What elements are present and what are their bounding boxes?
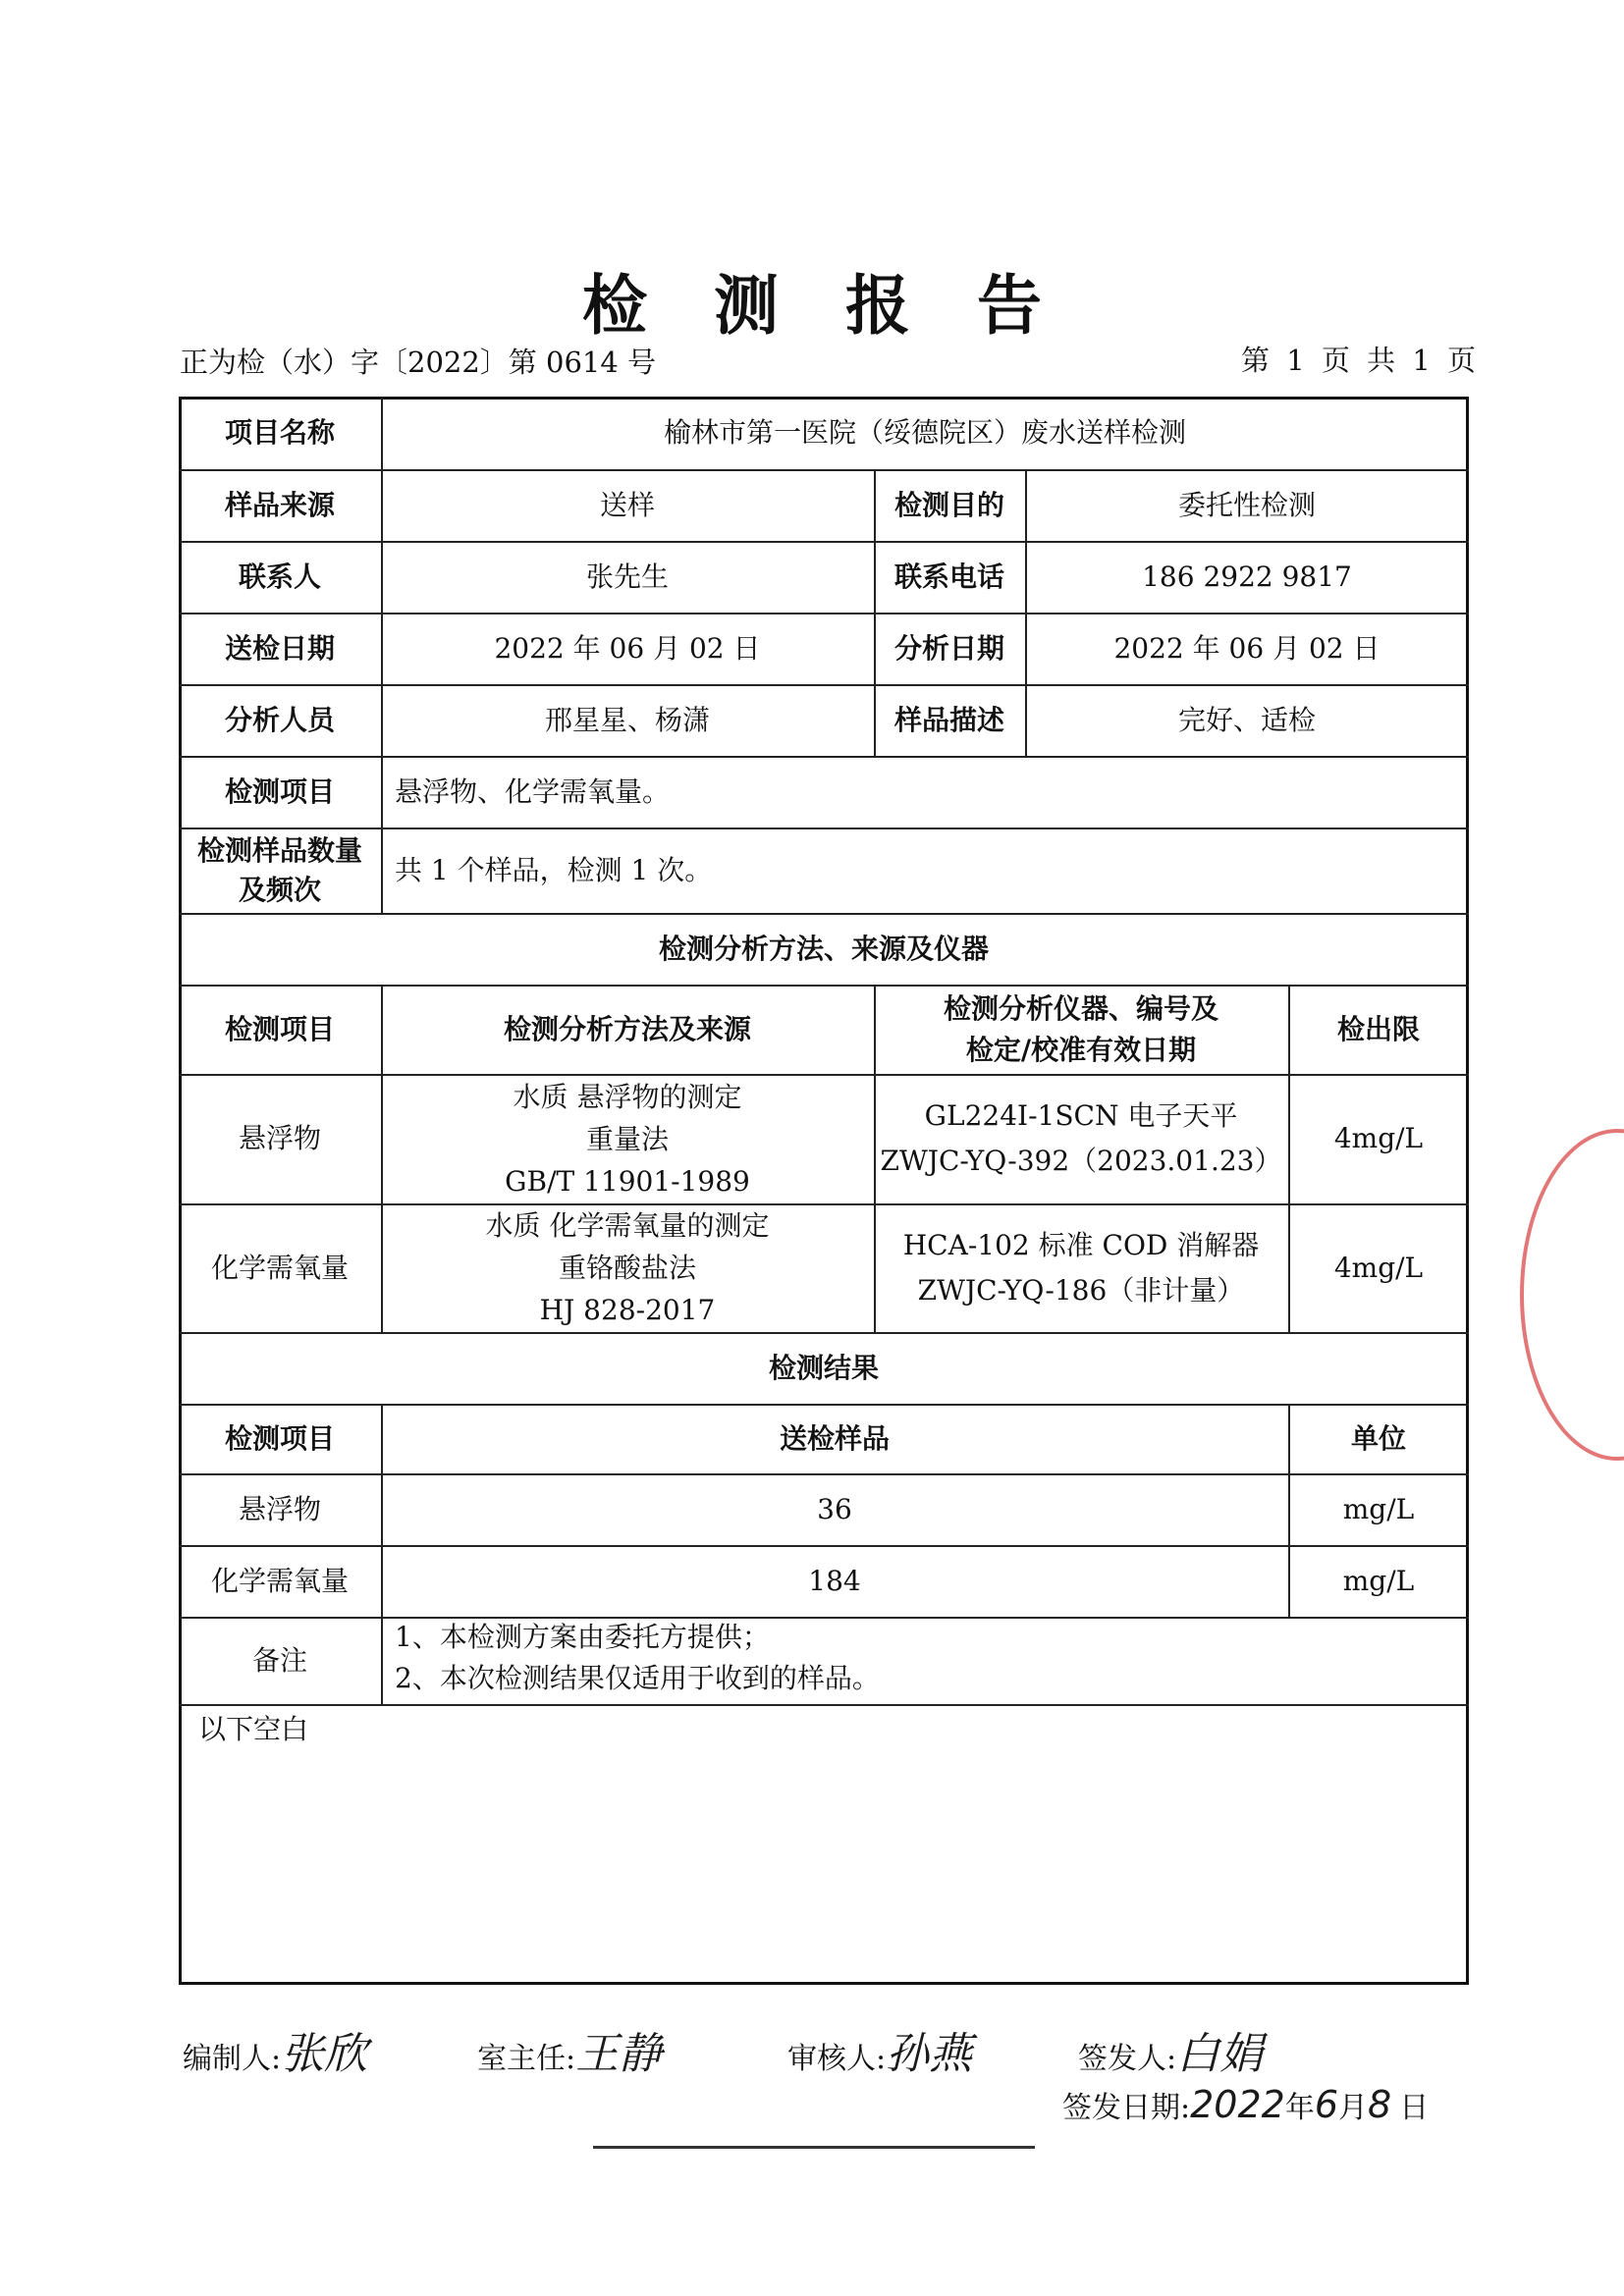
issue-date-month: 6 [1314, 2083, 1339, 2126]
notes-label: 备注 [251, 1643, 307, 1677]
method-row-item: 化学需氧量 [210, 1251, 349, 1284]
compiler-signature-block [183, 2018, 367, 2081]
methods-col-limit: 检出限 [1336, 1012, 1420, 1045]
notes-content [381, 1617, 1469, 1704]
method-row-instrument [874, 1203, 1288, 1332]
reviewer-signature: 孙燕 [886, 2029, 973, 2079]
contact-value: 张先生 [585, 560, 669, 593]
issuer-label: 签发人: [1078, 2042, 1177, 2076]
issue-date-year: 2022 [1190, 2083, 1285, 2126]
result-row-item: 化学需氧量 [210, 1564, 349, 1597]
director-signature: 王静 [575, 2029, 663, 2079]
methods-col-method: 检测分析方法及来源 [503, 1012, 751, 1045]
project-name-value: 榆林市第一医院（绥德院区）废水送样检测 [663, 416, 1186, 449]
method-name: 水质 化学需氧量的测定 [485, 1209, 770, 1242]
method-name: 水质 悬浮物的测定 [513, 1080, 742, 1113]
method-standard: HJ 828-2017 [539, 1294, 716, 1326]
page-info: 第 1 页 共 1 页 [1241, 344, 1476, 377]
submit-date-label: 送检日期 [224, 631, 335, 665]
issuer-signature-block [1078, 2018, 1263, 2081]
results-col-sample: 送检样品 [779, 1421, 890, 1455]
blank-below-text: 以下空白 [198, 1713, 309, 1745]
result-row-unit: mg/L [1342, 1492, 1415, 1525]
director-signature-block [477, 2018, 662, 2081]
methods-col-item: 检测项目 [224, 1012, 335, 1045]
method-technique: 重量法 [585, 1122, 669, 1155]
sample-count-value: 共 1 个样品，检测 1 次。 [395, 853, 713, 886]
analyst-label: 分析人员 [224, 703, 335, 736]
footer-line [593, 2146, 1035, 2149]
method-row-instrument [874, 1074, 1288, 1203]
compiler-signature: 张欣 [281, 2029, 368, 2079]
reviewer-label: 审核人: [787, 2042, 887, 2076]
result-row-item: 悬浮物 [238, 1492, 321, 1525]
issue-date-label: 签发日期: [1062, 2091, 1191, 2125]
method-row-item: 悬浮物 [238, 1122, 321, 1154]
items-value: 悬浮物、化学需氧量。 [395, 774, 671, 808]
method-technique: 重铬酸盐法 [558, 1252, 696, 1284]
instrument-name: HCA-102 标准 COD 消解器 [902, 1228, 1260, 1261]
method-row-limit: 4mg/L [1333, 1251, 1424, 1284]
issuer-signature: 白娟 [1176, 2029, 1264, 2079]
sample-desc-label: 样品描述 [893, 703, 1004, 736]
sample-source-value: 送样 [599, 488, 655, 521]
result-row-value: 36 [817, 1492, 852, 1525]
results-section-title: 检测结果 [768, 1351, 879, 1384]
phone-label: 联系电话 [893, 560, 1004, 593]
project-name-label: 项目名称 [224, 416, 335, 449]
instrument-id: ZWJC-YQ-392（2023.01.23） [880, 1145, 1282, 1177]
sample-source-label: 样品来源 [224, 488, 335, 521]
purpose-value: 委托性检测 [1177, 488, 1316, 521]
sample-count-label [179, 828, 381, 913]
instrument-id: ZWJC-YQ-186（非计量） [917, 1273, 1245, 1307]
result-row-unit: mg/L [1342, 1564, 1415, 1597]
compiler-label: 编制人: [183, 2042, 282, 2076]
instrument-name: GL224I-1SCN 电子天平 [924, 1099, 1238, 1132]
method-row-method [381, 1074, 874, 1203]
results-col-unit: 单位 [1350, 1421, 1406, 1455]
note-line: 1、本检测方案由委托方提供； [395, 1621, 770, 1653]
methods-col-instrument [874, 985, 1288, 1074]
official-seal-stamp [1520, 1129, 1624, 1461]
analysis-date-label: 分析日期 [893, 631, 1004, 665]
issue-date-ri: 日 [1399, 2091, 1430, 2125]
report-title: 检测报告 [582, 267, 1109, 344]
sample-desc-value: 完好、适检 [1177, 703, 1316, 736]
method-row-method [381, 1203, 874, 1332]
reviewer-signature-block [787, 2018, 972, 2081]
phone-value: 186 2922 9817 [1142, 560, 1352, 593]
submit-date-value: 2022 年 06 月 02 日 [494, 631, 761, 665]
issue-date-nian: 年 [1284, 2091, 1315, 2125]
method-standard: GB/T 11901-1989 [505, 1164, 750, 1198]
document-number: 正为检（水）字〔2022〕第 0614 号 [180, 346, 657, 379]
methods-section-title: 检测分析方法、来源及仪器 [658, 932, 989, 965]
contact-label: 联系人 [238, 560, 321, 593]
method-row-limit: 4mg/L [1333, 1122, 1424, 1154]
issue-date-day: 8 [1368, 2083, 1392, 2126]
methods-col-instrument-line1: 检测分析仪器、编号及 [943, 991, 1218, 1025]
analysis-date-value: 2022 年 06 月 02 日 [1113, 631, 1380, 665]
note-line: 2、本次检测结果仅适用于收到的样品。 [395, 1662, 880, 1694]
issue-date-block [1062, 2083, 1429, 2126]
methods-col-instrument-line2: 检定/校准有效日期 [965, 1033, 1197, 1066]
issue-date-yue: 月 [1338, 2091, 1369, 2125]
sample-count-label-line1: 检测样品数量 [196, 833, 362, 867]
analyst-value: 邢星星、杨潇 [544, 703, 710, 736]
sample-count-label-line2: 及频次 [238, 873, 321, 906]
items-label: 检测项目 [224, 774, 335, 808]
purpose-label: 检测目的 [893, 488, 1004, 521]
result-row-value: 184 [808, 1564, 861, 1597]
results-col-item: 检测项目 [224, 1421, 335, 1455]
director-label: 室主任: [477, 2042, 576, 2076]
